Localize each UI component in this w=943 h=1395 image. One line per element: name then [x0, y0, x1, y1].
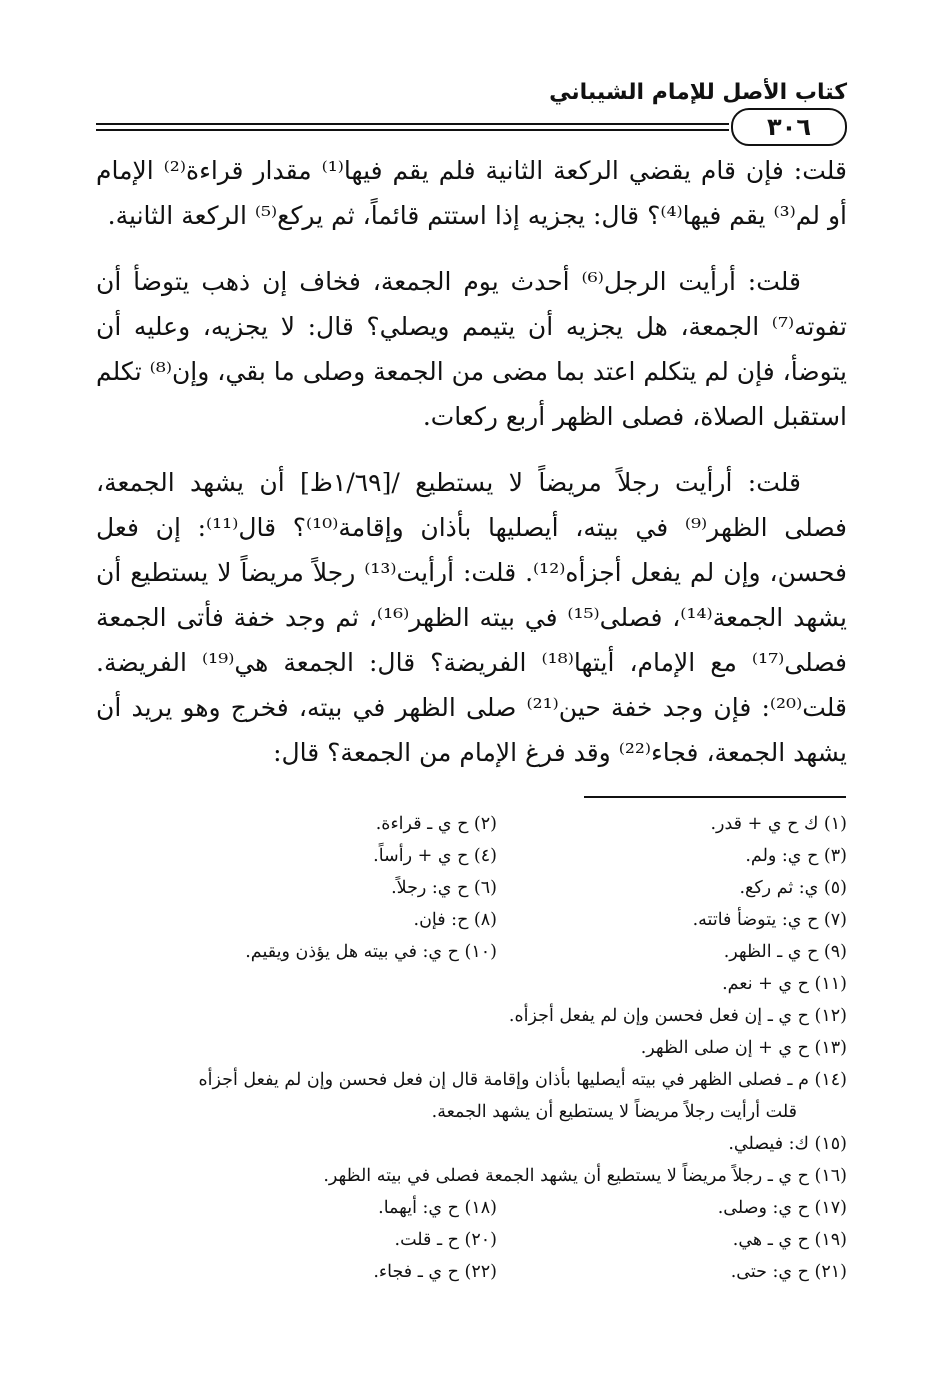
- footnotes: [96, 808, 847, 1288]
- footnote: (٥) ي: ثم ركع.: [739, 878, 847, 898]
- footnote: (١٦) ح ي ـ رجلاً مريضاً لا يستطيع أن يشهد الجمعة فصلى في بيته الظهر.: [323, 1166, 847, 1186]
- footnote: (٣) ح ي: ولم.: [745, 846, 847, 866]
- page-number: ٣٠٦: [731, 108, 847, 146]
- footnote: (١٢) ح ي ـ إن فعل فحسن وإن لم يفعل أجزأه.: [508, 1006, 847, 1026]
- footnote: (١٧) ح ي: وصلى.: [717, 1198, 847, 1218]
- footnote-row: [96, 840, 847, 872]
- footnote: (٢) ح ي ـ قراءة.: [375, 814, 497, 834]
- footnote: (٧) ح ي: يتوضأ فاتته.: [692, 910, 847, 930]
- header-rule: [96, 129, 729, 131]
- footnote: (١١) ح ي + نعم.: [722, 974, 847, 994]
- footnote: (٦) ح ي: رجلاً.: [391, 878, 497, 898]
- footnote: (٢٠) ح ـ قلت.: [394, 1230, 497, 1250]
- footnote: (١٣) ح ي + إن صلى الظهر.: [640, 1038, 847, 1058]
- footnote: (١٤) م ـ فصلى الظهر في بيته أيصليها بأذان وإقامة قال إن فعل فحسن وإن لم يفعل أجزأه: [198, 1070, 847, 1090]
- page-header: [96, 80, 847, 140]
- footnote: (١) ك ح ي + قدر.: [710, 814, 847, 834]
- main-text: [96, 148, 847, 796]
- footnote-row: [96, 936, 847, 968]
- book-title: كتاب الأصل للإمام الشيباني: [549, 80, 847, 105]
- footnote: (١٠) ح ي: في بيته هل يؤذن ويقيم.: [245, 942, 497, 962]
- footnote-row: [96, 1256, 847, 1288]
- footnote: (٨) ح: فإن.: [413, 910, 497, 930]
- footnote-row: [96, 1192, 847, 1224]
- footnote: (٢٢) ح ي ـ فجاء.: [373, 1262, 497, 1282]
- footnote: (١٥) ك: فيصلي.: [728, 1134, 847, 1154]
- footnote: (٤) ح ي + رأساً.: [373, 846, 497, 866]
- footnote-row: [96, 1224, 847, 1256]
- footnote-separator: [584, 796, 846, 798]
- footnote-row: [96, 808, 847, 840]
- footnote-continuation: قلت أرأيت رجلاً مريضاً لا يستطيع أن يشهد الجمعة.: [431, 1102, 797, 1122]
- paragraph: قلت: أرأيت الرجل⁽⁶⁾ أحدث يوم الجمعة، فخاف إن ذهب يتوضأ أن تفوته⁽⁷⁾ الجمعة، هل يجزيه أن يتيمم ويصلي؟ قال: لا يجزيه، وعليه أن يتوضأ، فإن لم يتكلم اعتد بما مضى من الجمعة وصلى ما بقي، وإن⁽⁸⁾ تكلم استقبل الصلاة، فصلى الظهر أربع ركعات.: [96, 267, 847, 431]
- footnote-row: [96, 904, 847, 936]
- footnote: (٢١) ح ي: حتى.: [730, 1262, 847, 1282]
- footnote: (٩) ح ي ـ الظهر.: [723, 942, 847, 962]
- header-rule: [96, 123, 729, 125]
- footnote-row: [96, 872, 847, 904]
- footnote: (١٨) ح ي: أيهما.: [378, 1198, 497, 1218]
- footnote: (١٩) ح ي ـ هي.: [732, 1230, 847, 1250]
- paragraph: قلت: أرأيت رجلاً مريضاً لا يستطيع /[١/٦٩ظ] أن يشهد الجمعة، فصلى الظهر⁽⁹⁾ في بيته، أيصليها بأذان وإقامة⁽¹⁰⁾؟ قال⁽¹¹⁾: إن فعل فحسن، وإن لم يفعل أجزأه⁽¹²⁾. قلت: أرأيت⁽¹³⁾ رجلاً مريضاً لا يستطيع أن يشهد الجمعة⁽¹⁴⁾، فصلى⁽¹⁵⁾ في بيته الظهر⁽¹⁶⁾، ثم وجد خفة فأتى الجمعة فصلى⁽¹⁷⁾ مع الإمام، أيتها⁽¹⁸⁾ الفريضة؟ قال: الجمعة هي⁽¹⁹⁾ الفريضة. قلت⁽²⁰⁾: فإن وجد خفة حين⁽²¹⁾ صلى الظهر في بيته، فخرج وهو يريد أن يشهد الجمعة، فجاء⁽²²⁾ وقد فرغ الإمام من الجمعة؟ قال:: [96, 468, 848, 767]
- paragraph: قلت: فإن قام يقضي الركعة الثانية فلم يقم فيها⁽¹⁾ مقدار قراءة⁽²⁾ الإمام أو لم⁽³⁾ يقم فيها⁽⁴⁾؟ قال: يجزيه إذا استتم قائماً، ثم يركع⁽⁵⁾ الركعة الثانية.: [96, 156, 848, 230]
